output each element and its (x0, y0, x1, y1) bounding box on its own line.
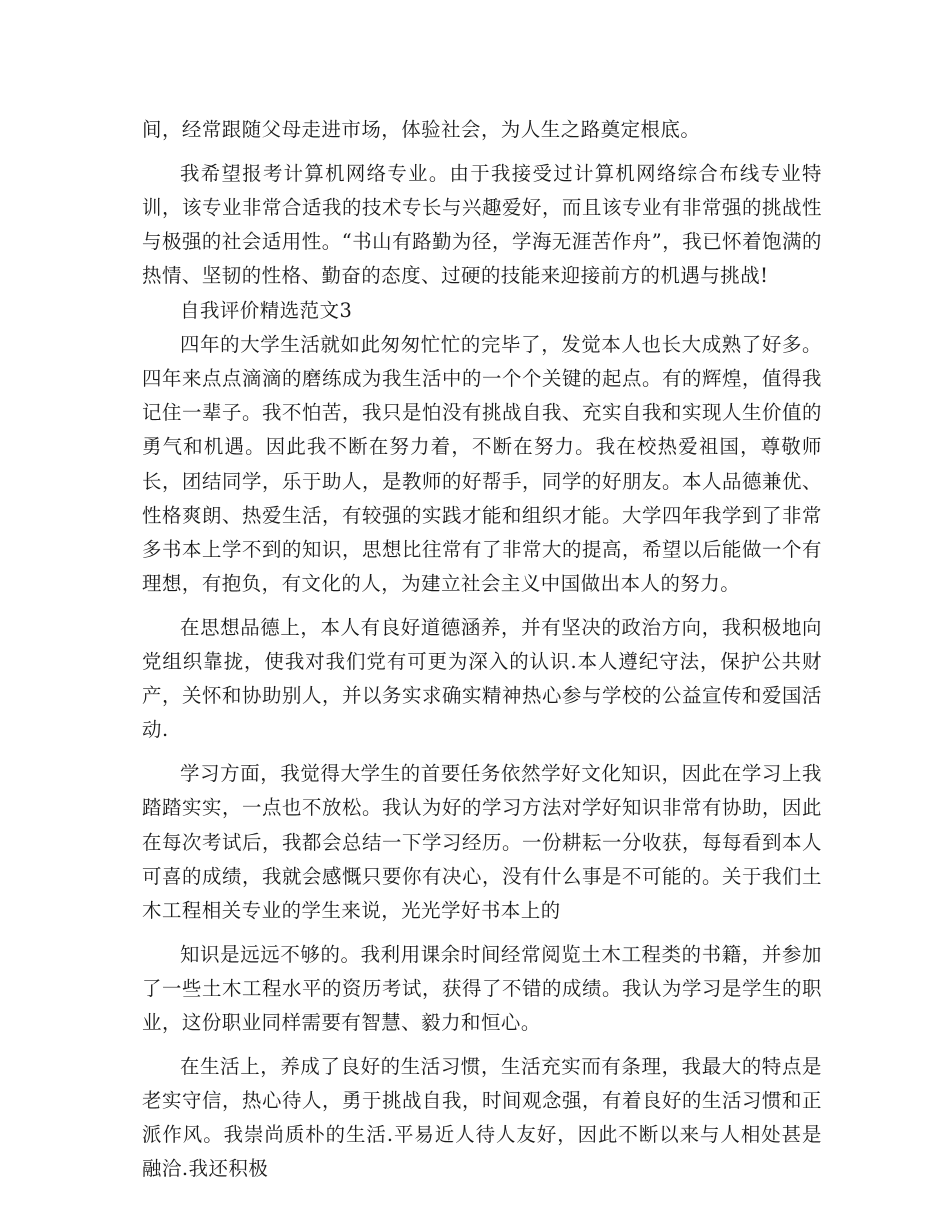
section-heading: 自我评价精选范文3 (180, 298, 353, 322)
paragraph-study: 学习方面，我觉得大学生的首要任务依然学好文化知识，因此在学习上我踏踏实实，一点也不放松。我认为好的学习方法对学好知识非常有协助，因此在每次考试后，我都会总结一下学习经历。一份耕耘一分收获，每每看到本人可喜的成绩，我就会感慨只要你有决心，没有什么事是不可能的。关于我们土木工程相关专业的学生来说，光光学好书本上的 (142, 762, 822, 922)
paragraph-knowledge: 知识是远远不够的。我利用课余时间经常阅览土木工程类的书籍，并参加了一些土木工程水平的资历考试，获得了不错的成绩。我认为学习是学生的职业，这份职业同样需要有智慧、毅力和恒心。 (142, 942, 822, 1035)
paragraph-ideology: 在思想品德上，本人有良好道德涵养，并有坚决的政治方向，我积极地向党组织靠拢，使我对我们党有可更为深入的认识.本人遵纪守法，保护公共财产，关怀和协助别人，并以务实求确实精神热心参与学校的公益宣传和爱国活动. (142, 615, 822, 742)
paragraph-life: 在生活上，养成了良好的生活习惯，生活充实而有条理，我最大的特点是老实守信，热心待人，勇于挑战自我，时间观念强，有着良好的生活习惯和正派作风。我崇尚质朴的生活.平易近人待人友好，因此不断以来与人相处甚是融洽.我还积极 (142, 1054, 822, 1181)
paragraph-university-life: 四年的大学生活就如此匆匆忙忙的完毕了，发觉本人也长大成熟了好多。四年来点点滴滴的磨练成为我生活中的一个个关键的起点。有的辉煌，值得我记住一辈子。我不怕苦，我只是怕没有挑战自我、充实自我和实现人生价值的勇气和机遇。因此我不断在努力着，不断在努力。我在校热爱祖国，尊敬师长，团结同学，乐于助人，是教师的好帮手，同学的好朋友。本人品德兼优、性格爽朗、热爱生活，有较强的实践才能和组织才能。大学四年我学到了非常多书本上学不到的知识，思想比往常有了非常大的提高，希望以后能做一个有理想，有抱负，有文化的人，为建立社会主义中国做出本人的努力。 (142, 332, 822, 596)
paragraph-continuation: 间，经常跟随父母走进市场，体验社会，为人生之路奠定根底。 (142, 118, 701, 141)
paragraph-major-choice: 我希望报考计算机网络专业。由于我接受过计算机网络综合布线专业特训，该专业非常合适我的技术专长与兴趣爱好，而且该专业有非常强的挑战性与极强的社会适用性。“书山有路勤为径，学海无涯苦作舟”，我已怀着饱满的热情、坚韧的性格、勤奋的态度、过硬的技能来迎接前方的机遇与挑战! (142, 161, 822, 288)
